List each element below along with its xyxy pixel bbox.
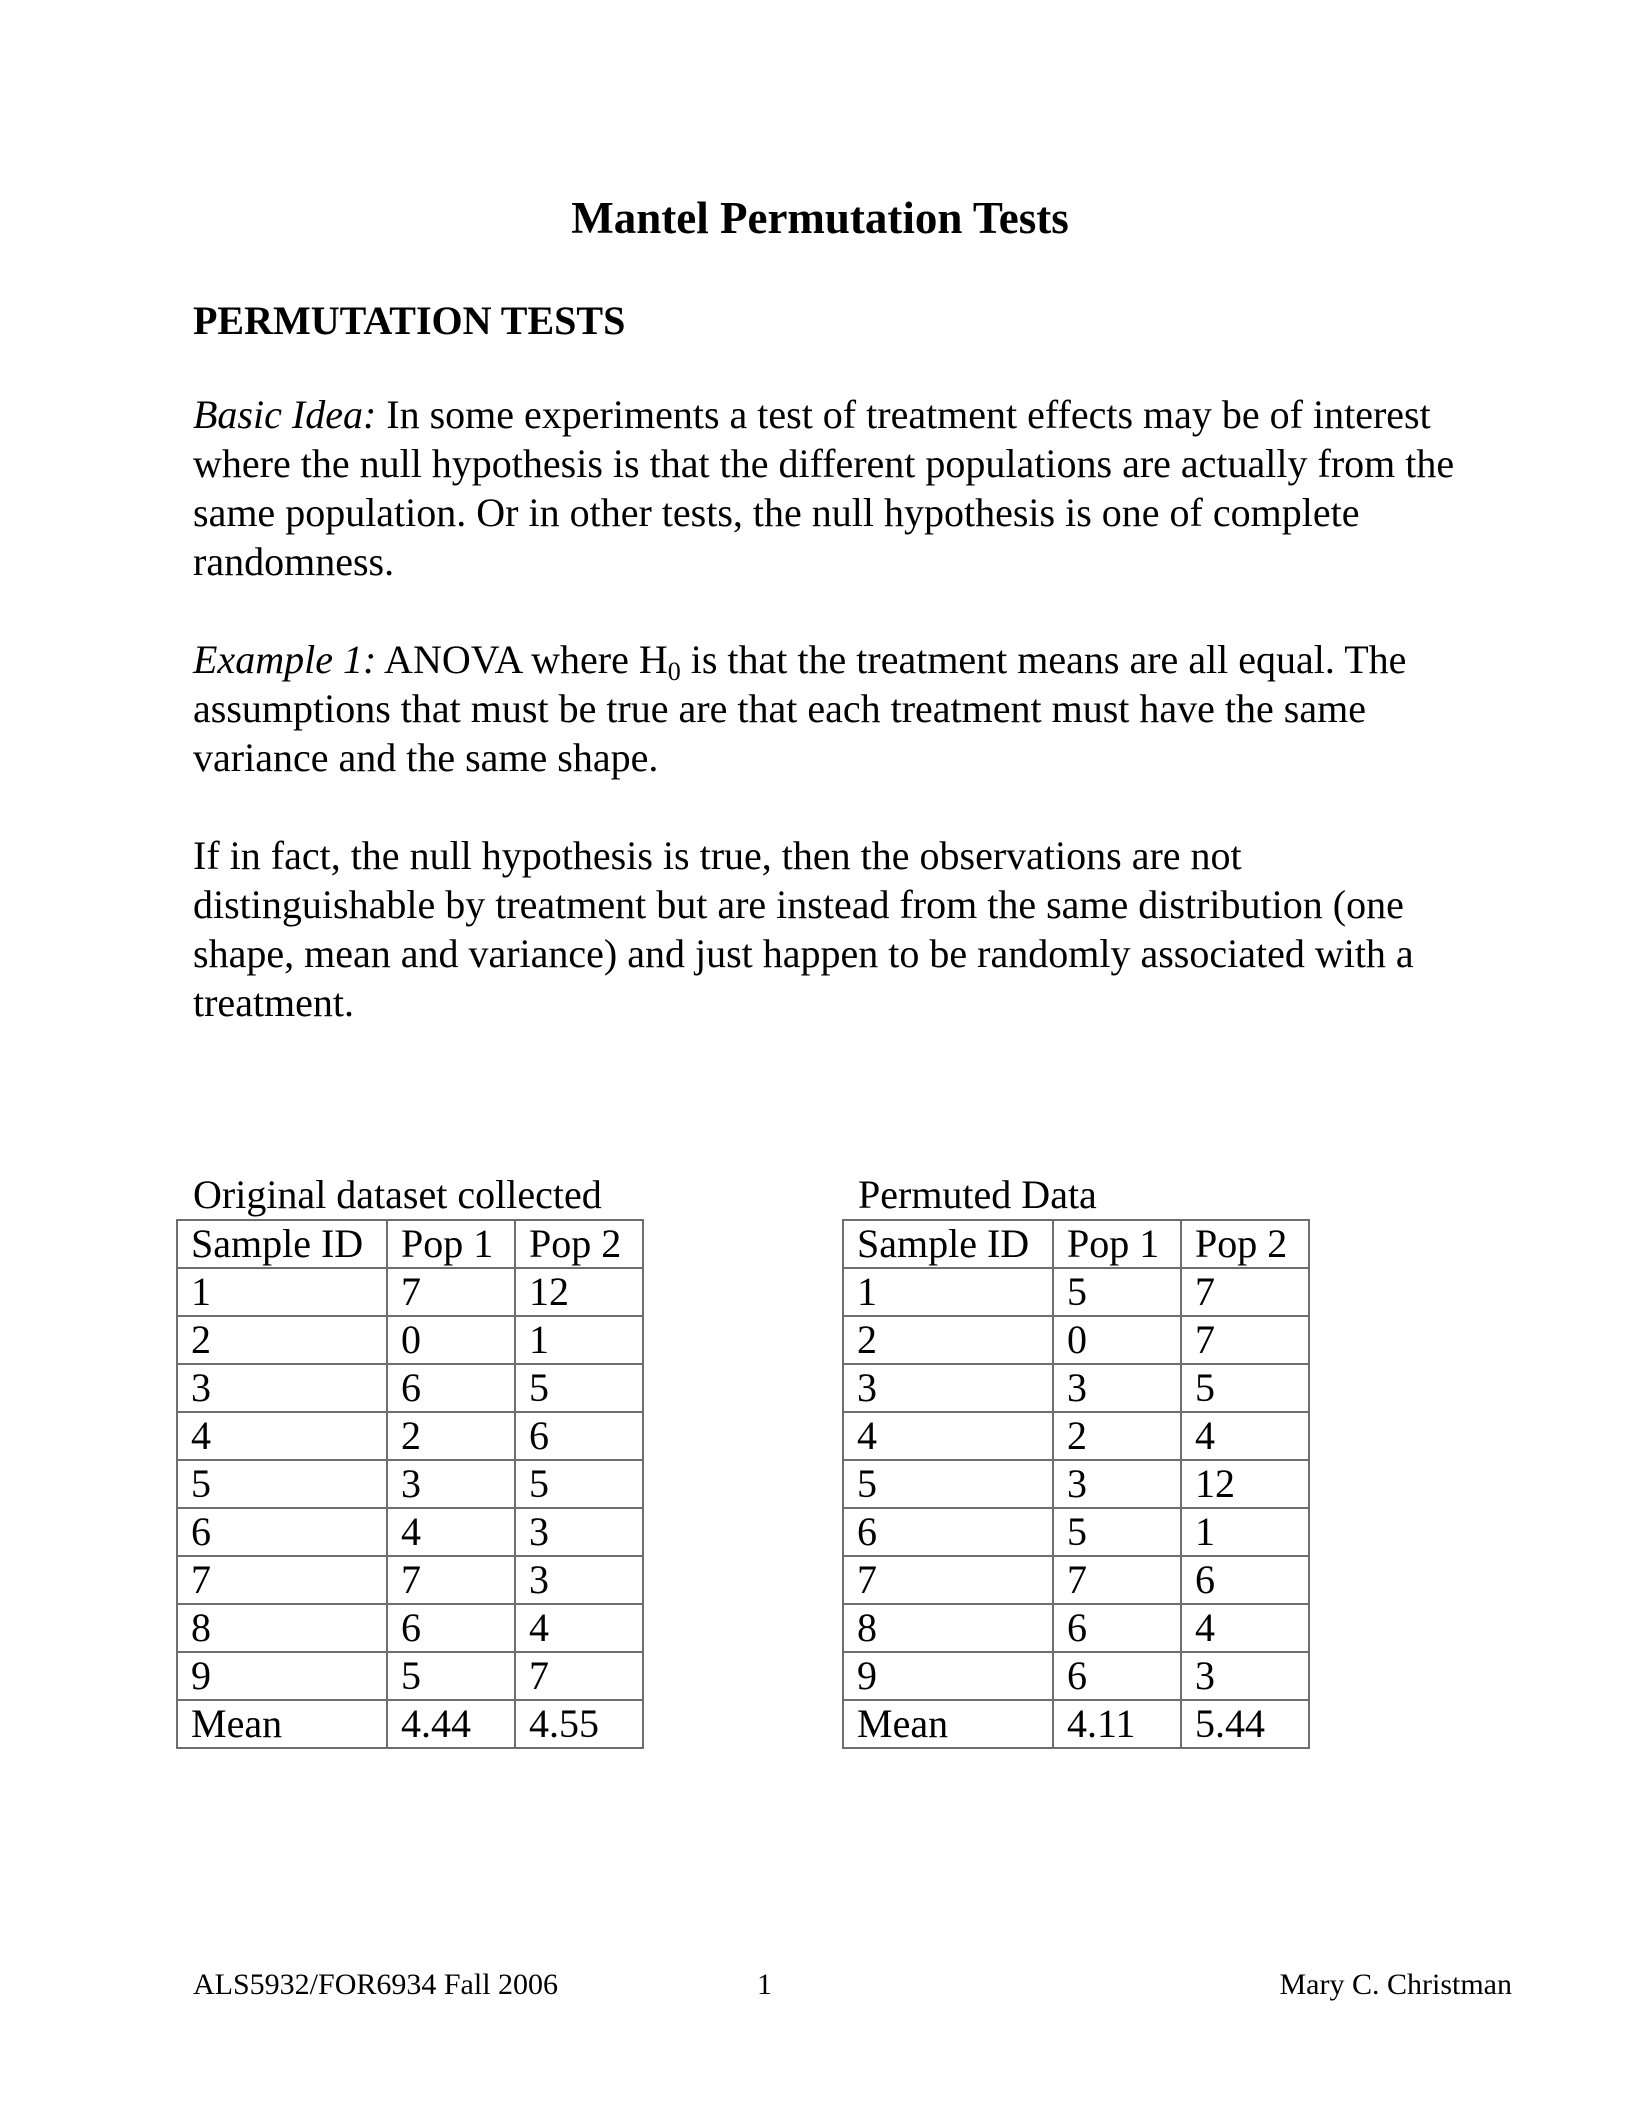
table-row: [843, 1652, 1309, 1700]
table-row: [177, 1412, 643, 1460]
table-cell: 4.11: [1053, 1700, 1181, 1748]
table-cell: 6: [1053, 1604, 1181, 1652]
table-cell: 7: [1053, 1556, 1181, 1604]
table-cell: 4: [387, 1508, 515, 1556]
table-cell: 6: [515, 1412, 643, 1460]
null-hypothesis-paragraph: If in fact, the null hypothesis is true, then the observations are not distinguishable by treatment but are instead from the same distribution (one shape, mean and variance) and just happen to be randomly associated with a treatment.: [193, 833, 1414, 1025]
table-row: [843, 1556, 1309, 1604]
table-row: [843, 1316, 1309, 1364]
original-table-caption: Original dataset collected: [193, 1172, 602, 1217]
table-cell: 3: [177, 1364, 387, 1412]
table-cell: 9: [843, 1652, 1053, 1700]
table-cell: 2: [843, 1316, 1053, 1364]
table-cell: 6: [387, 1364, 515, 1412]
table-cell: 5: [1053, 1268, 1181, 1316]
original-table-body: [177, 1268, 643, 1748]
table-cell: Mean: [843, 1700, 1053, 1748]
table-cell: 4: [177, 1412, 387, 1460]
table-cell: 6: [1181, 1556, 1309, 1604]
table-row: [177, 1508, 643, 1556]
table-row: [177, 1556, 643, 1604]
footer-page-number: 1: [757, 1968, 772, 2001]
basic-idea-paragraph: [193, 390, 1493, 586]
mean-row: [843, 1700, 1309, 1748]
table-cell: 0: [387, 1316, 515, 1364]
table-cell: 4: [1181, 1604, 1309, 1652]
table-row: [843, 1604, 1309, 1652]
permuted-table-body: [843, 1268, 1309, 1748]
table-cell: 6: [1053, 1652, 1181, 1700]
table-cell: 6: [387, 1604, 515, 1652]
table-cell: 12: [515, 1268, 643, 1316]
table-cell: 5: [515, 1460, 643, 1508]
table-cell: 8: [843, 1604, 1053, 1652]
column-header: Pop 1: [387, 1220, 515, 1268]
table-cell: 2: [1053, 1412, 1181, 1460]
table-cell: 1: [1181, 1508, 1309, 1556]
table-cell: 3: [843, 1364, 1053, 1412]
section-heading: PERMUTATION TESTS: [193, 298, 626, 343]
table-cell: 3: [1053, 1460, 1181, 1508]
table-cell: 5.44: [1181, 1700, 1309, 1748]
table-cell: 5: [1053, 1508, 1181, 1556]
table-cell: 4: [515, 1604, 643, 1652]
table-cell: 9: [177, 1652, 387, 1700]
table-cell: 4: [843, 1412, 1053, 1460]
table-cell: 7: [177, 1556, 387, 1604]
column-header: Pop 1: [1053, 1220, 1181, 1268]
table-cell: 5: [515, 1364, 643, 1412]
example-paragraph: [193, 635, 1493, 782]
table-row: [177, 1604, 643, 1652]
table-cell: 7: [515, 1652, 643, 1700]
example-text-start: ANOVA where H: [376, 637, 668, 682]
table-cell: 1: [177, 1268, 387, 1316]
table-cell: 4.55: [515, 1700, 643, 1748]
table-cell: 7: [1181, 1268, 1309, 1316]
table-cell: 6: [843, 1508, 1053, 1556]
column-header: Pop 2: [1181, 1220, 1309, 1268]
table-cell: 0: [1053, 1316, 1181, 1364]
example-label: Example 1:: [193, 637, 377, 682]
permuted-table-caption: Permuted Data: [858, 1172, 1097, 1217]
table-cell: 2: [387, 1412, 515, 1460]
table-row: [177, 1268, 643, 1316]
table-cell: 3: [387, 1460, 515, 1508]
table-row: [177, 1460, 643, 1508]
table-cell: 1: [843, 1268, 1053, 1316]
table-cell: 3: [515, 1556, 643, 1604]
table-row: [843, 1508, 1309, 1556]
column-header: Sample ID: [177, 1220, 387, 1268]
table-row: [177, 1364, 643, 1412]
table-cell: 5: [177, 1460, 387, 1508]
table-row: [843, 1364, 1309, 1412]
table-cell: 7: [387, 1268, 515, 1316]
table-row: [843, 1268, 1309, 1316]
basic-idea-text: In some experiments a test of treatment effects may be of interest where the null hypothesis is that the different populations are actually from the same population. Or in other tests, the null hypothesis is one of complete randomness.: [193, 392, 1455, 584]
table-header-row: [843, 1220, 1309, 1268]
table-cell: 5: [387, 1652, 515, 1700]
table-cell: 3: [515, 1508, 643, 1556]
table-row: [177, 1652, 643, 1700]
table-cell: 12: [1181, 1460, 1309, 1508]
table-cell: Mean: [177, 1700, 387, 1748]
table-row: [843, 1412, 1309, 1460]
original-data-table: [176, 1219, 644, 1749]
basic-idea-label: Basic Idea:: [193, 392, 377, 437]
table-cell: 6: [177, 1508, 387, 1556]
table-cell: 1: [515, 1316, 643, 1364]
table-cell: 4: [1181, 1412, 1309, 1460]
table-cell: 4.44: [387, 1700, 515, 1748]
column-header: Sample ID: [843, 1220, 1053, 1268]
table-cell: 7: [1181, 1316, 1309, 1364]
table-cell: 5: [843, 1460, 1053, 1508]
table-cell: 7: [387, 1556, 515, 1604]
table-cell: 2: [177, 1316, 387, 1364]
column-header: Pop 2: [515, 1220, 643, 1268]
h0-subscript: 0: [667, 657, 681, 686]
table-cell: 8: [177, 1604, 387, 1652]
table-cell: 3: [1181, 1652, 1309, 1700]
example-text-end: is that the treatment means are all equal. The assumptions that must be true are that each treatment must have the same variance and the same shape.: [193, 637, 1407, 780]
mean-row: [177, 1700, 643, 1748]
permuted-data-table: [842, 1219, 1310, 1749]
table-header-row: [177, 1220, 643, 1268]
table-row: [843, 1460, 1309, 1508]
table-cell: 5: [1181, 1364, 1309, 1412]
table-cell: 7: [843, 1556, 1053, 1604]
table-cell: 3: [1053, 1364, 1181, 1412]
footer-course: ALS5932/FOR6934 Fall 2006: [193, 1968, 559, 2001]
footer-author: Mary C. Christman: [1279, 1968, 1512, 2001]
table-row: [177, 1316, 643, 1364]
page-title: Mantel Permutation Tests: [571, 193, 1069, 243]
